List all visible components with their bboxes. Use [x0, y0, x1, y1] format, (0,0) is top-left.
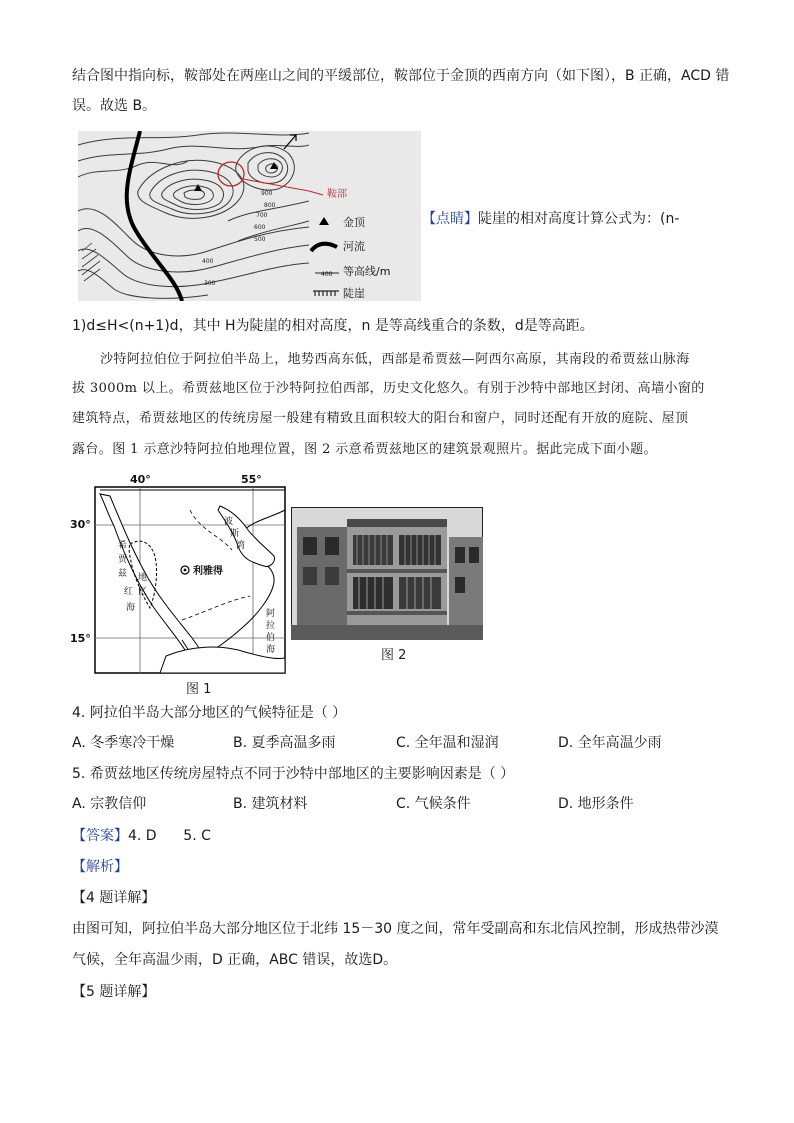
q5-option-d[interactable]: D. 地形条件	[558, 796, 634, 812]
legend-contour: 等高线/m	[343, 265, 391, 278]
figure2-photo	[291, 507, 483, 640]
svg-text:500: 500	[254, 236, 266, 243]
lon-label-40: 40°	[130, 473, 151, 486]
legend-cliff: 陡崖	[343, 287, 365, 300]
svg-text:湾: 湾	[236, 541, 246, 551]
svg-text:伯: 伯	[266, 633, 276, 643]
para1-line2: 误。故选 B。	[72, 98, 157, 114]
svg-text:海: 海	[266, 645, 276, 655]
q4-option-c[interactable]: C. 全年温和湿润	[396, 735, 499, 751]
detail4-line1: 由图可知，阿拉伯半岛大部分地区位于北纬 15－30 度之间，常年受副高和东北信风控制，形成热带沙漠	[72, 921, 719, 937]
svg-text:700: 700	[256, 212, 268, 219]
svg-text:800: 800	[264, 202, 276, 209]
svg-text:地: 地	[138, 573, 148, 583]
q4-option-a[interactable]: A. 冬季寒冷干燥	[72, 735, 175, 751]
detail4-label: 【4 题详解】	[72, 890, 156, 906]
svg-text:斯: 斯	[230, 529, 240, 539]
tip-text-part1: 陡崖的相对高度计算公式为：(n-	[478, 211, 680, 227]
svg-text:拉: 拉	[266, 621, 276, 631]
q5-stem: 5. 希贾兹地区传统房屋特点不同于沙特中部地区的主要影响因素是（ ）	[72, 766, 515, 782]
contour-map	[78, 131, 309, 301]
svg-text:希: 希	[118, 541, 128, 551]
svg-text:阿: 阿	[266, 609, 276, 619]
tip-label: 【点睛】	[422, 211, 478, 227]
svg-text:区: 区	[138, 587, 148, 597]
q4-option-b[interactable]: B. 夏季高温多雨	[233, 735, 336, 751]
material-line2: 拔 3000m 以上。希贾兹地区位于沙特阿拉伯西部，历史文化悠久。有别于沙特中部地区封闭、高墙小窗的	[72, 381, 705, 396]
answer-label: 【答案】	[72, 828, 128, 844]
legend-river: 河流	[343, 240, 365, 253]
answer-line	[72, 826, 211, 846]
tip-line2: 1)d≤H<(n+1)d，其中 H为陡崖的相对高度，n 是等高线重合的条数，d是等高距。	[72, 318, 594, 334]
material-line1: 沙特阿拉伯位于阿拉伯半岛上，地势西高东低，西部是希贾兹—阿西尔高原，其南段的希贾兹山脉海	[100, 352, 690, 367]
svg-text:贾: 贾	[118, 555, 128, 565]
detail5-label: 【5 题详解】	[72, 984, 156, 1000]
svg-text:兹: 兹	[118, 569, 128, 579]
svg-text:波: 波	[224, 517, 234, 527]
lat-label-30: 30°	[70, 518, 91, 531]
svg-text:400: 400	[202, 258, 214, 265]
svg-text:红: 红	[124, 587, 134, 597]
svg-text:海: 海	[126, 603, 136, 613]
riyadh-label: 利雅得	[193, 566, 223, 577]
q4-option-d[interactable]: D. 全年高温少雨	[558, 735, 662, 751]
analysis-label: 【解析】	[72, 859, 128, 875]
lat-label-15: 15°	[70, 632, 91, 645]
svg-text:300: 300	[204, 280, 216, 287]
figure2-caption: 图 2	[381, 648, 407, 663]
para1-line1: 结合图中指向标，鞍部处在两座山之间的平缓部位，鞍部位于金顶的西南方向（如下图），B 正确，ACD 错	[72, 68, 730, 84]
svg-text:400: 400	[321, 271, 333, 278]
detail4-line2: 气候，全年高温少雨，D 正确，ABC 错误，故选D。	[72, 952, 398, 968]
q4-stem: 4. 阿拉伯半岛大部分地区的气候特征是（ ）	[72, 705, 347, 721]
tip-line1	[422, 209, 679, 229]
q5-option-a[interactable]: A. 宗教信仰	[72, 796, 147, 812]
svg-text:900: 900	[261, 190, 273, 197]
q5-option-b[interactable]: B. 建筑材料	[233, 796, 308, 812]
lon-label-55: 55°	[241, 473, 262, 486]
material-line3: 建筑特点，希贾兹地区的传统房屋一般建有精致且面积较大的阳台和窗户，同时还配有开放的庭院、屋顶	[72, 411, 689, 426]
svg-text:600: 600	[254, 224, 266, 231]
legend-summit: 金顶	[343, 216, 365, 229]
material-line4: 露台。图 1 示意沙特阿拉伯地理位置，图 2 示意希贾兹地区的建筑景观照片。据此完成下面小题。	[72, 442, 657, 457]
saddle-label: 鞍部	[327, 189, 347, 200]
answer-text: 4. D 5. C	[128, 828, 211, 844]
figure1-caption: 图 1	[186, 682, 212, 697]
contour-legend	[309, 131, 421, 301]
figure1-map	[70, 470, 290, 678]
q5-option-c[interactable]: C. 气候条件	[396, 796, 471, 812]
